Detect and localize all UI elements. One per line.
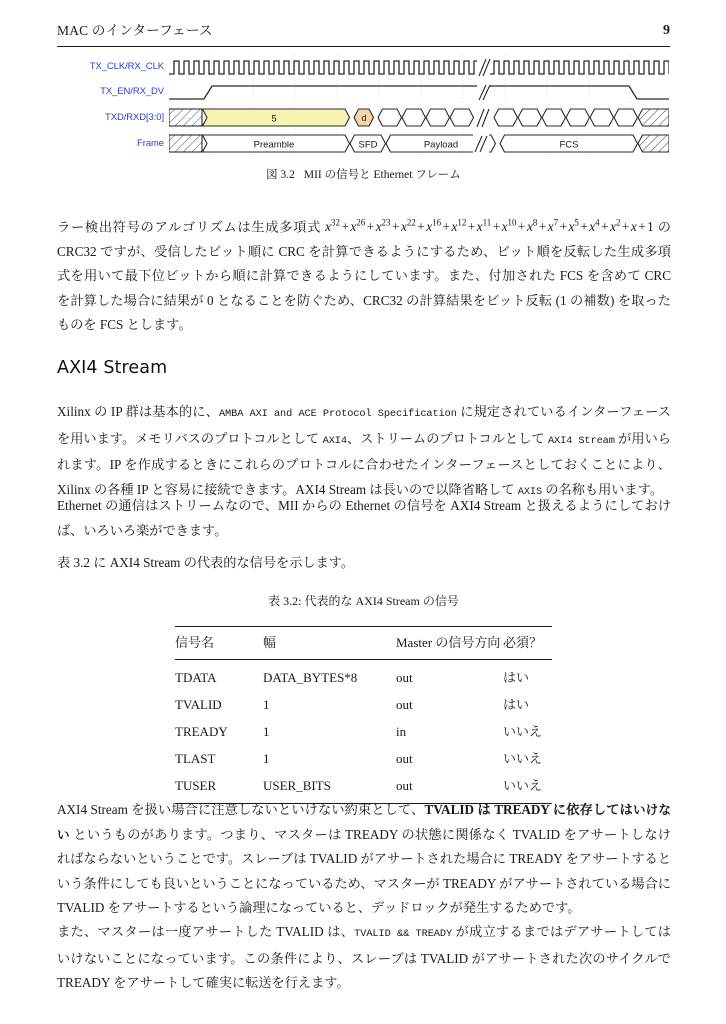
mii-timing-figure xyxy=(57,55,670,160)
cell-direction: out xyxy=(396,670,413,685)
cell-required: いいえ xyxy=(503,724,543,739)
frame-field-preamble: Preamble xyxy=(253,139,295,151)
xilinx-text-2: に規定されているインターフェースを用います。メモリバスのプロトコルとして xyxy=(57,404,671,446)
crc-lead-text: ラー検出符号のアルゴリズムは生成多項式 xyxy=(57,219,326,235)
paragraph-table-reference: 表 3.2 に AXI4 Stream の代表的な信号を示します。 xyxy=(57,555,355,570)
xilinx-text-1: Xilinx の IP 群は基本的に、 xyxy=(57,404,219,419)
spec-name-amba: AMBA AXI and ACE Protocol Specification xyxy=(218,408,457,420)
section-heading-axi4-stream: AXI4 Stream xyxy=(57,358,168,378)
waveform-row-enable xyxy=(57,80,670,104)
page-number: 9 xyxy=(663,23,670,38)
cell-width: 1 xyxy=(263,724,270,739)
waveform-label-clock: TX_CLK/RX_CLK xyxy=(89,61,164,72)
waveform-label-data: TXD/RXD[3:0] xyxy=(105,112,164,123)
page-title: MAC のインターフェース xyxy=(57,23,213,38)
protocol-axi4-stream: AXI4 Stream xyxy=(547,434,615,447)
waveform-row-clock xyxy=(57,55,670,79)
xilinx-text-5: の名称も用います。 xyxy=(542,481,664,497)
column-header-signal-name: 信号名 xyxy=(175,635,215,650)
table-row xyxy=(175,746,552,773)
cell-signal-name: TREADY xyxy=(175,724,228,739)
frame-field-payload: Payload xyxy=(423,139,459,151)
cell-signal-name: TVALID xyxy=(175,697,222,712)
paragraph-crc xyxy=(57,211,671,338)
waveform-canvas-frame xyxy=(169,132,669,156)
xilinx-text-4: が用いられます。IP を作成するときにこれらのプロトコルに合わせたインターフェースとしておくことにより、Xilinx の各種 IP と容易に接続できます。AXI4 Stream は長いので以降省略して xyxy=(57,430,671,497)
waveform-canvas-clock xyxy=(169,55,669,79)
table-row xyxy=(175,660,552,693)
cell-signal-name: TUSER xyxy=(175,778,217,793)
paragraph-deassert-rule xyxy=(57,920,671,996)
waveform-label-frame: Frame xyxy=(137,138,164,149)
cell-direction: out xyxy=(396,697,413,712)
figure-caption xyxy=(57,166,670,182)
handshake-condition: TVALID && TREADY xyxy=(354,928,453,940)
cell-signal-name: TLAST xyxy=(175,751,216,766)
waveform-sfd-nibble: d xyxy=(361,113,367,123)
cell-width: USER_BITS xyxy=(263,778,331,793)
waveform-data-value: 5 xyxy=(271,113,277,125)
cell-required: はい xyxy=(503,670,530,685)
paragraph-ethernet-stream: Ethernet の通信はストリームなので、MII からの Ethernet の信号を AXI4 Stream と扱えるようにしておけば、いろいろ楽ができます。 xyxy=(57,498,671,538)
column-header-width: 幅 xyxy=(263,635,277,650)
cell-required: はい xyxy=(503,697,530,712)
axi4-stream-signal-table xyxy=(175,626,552,804)
crc-rest-text: の CRC32 ですが、受信したビット順に CRC を計算できるようにするため、ビット順を反転した生成多項式を用いて最下位ビットから順に計算できるようにしています。また、付加された FCS を含めて CRC を計算した場合に結果が 0 となることを防ぐため、CRC32 の計算結果をビット反転 (1 の補数) を取ったものを FCS とします。 xyxy=(57,219,671,333)
cell-direction: out xyxy=(396,778,413,793)
table-caption: 表 3.2: 代表的な AXI4 Stream の信号 xyxy=(268,594,459,608)
cell-direction: out xyxy=(396,751,413,766)
column-header-direction: Master の信号方向 xyxy=(396,635,501,650)
rule-text-1: AXI4 Stream を扱い場合に注意しないといけない約束として、 xyxy=(57,802,425,817)
rule-text-2: というものがあります。つまり、マスターは TREADY の状態に関係なく TVALID をアサートしなければならないということです。スレーブは TVALID がアサートされた場合に TREADY をアサートするという条件にしても良いということになっているため、マスターが TREADY がアサートされている場合に TVALID をアサートするという論理になっていると、デッドロックが発生するためです。 xyxy=(57,826,671,915)
rule-emphasis-2: いけない xyxy=(57,802,672,842)
column-header-required: 必須？ xyxy=(503,635,543,650)
cell-width: 1 xyxy=(263,751,270,766)
deassert-text-1: また、マスターは一度アサートした TVALID は、 xyxy=(57,924,355,939)
crc-polynomial: $x^{32} + x^{26} + x^{23} + x^{22} + x^{16} + x^{12} + x^{11} + x^{10} + x^8 + x^7 + x^5 + x^4 + x^2 + x + 1$ xyxy=(325,218,654,235)
figure-caption-number: 図 3.2 xyxy=(266,169,295,181)
frame-field-sfd: SFD xyxy=(358,139,378,151)
figure-caption-text: MII の信号と Ethernet フレーム xyxy=(303,169,461,181)
cell-width: DATA_BYTES*8 xyxy=(263,670,358,685)
protocol-axi4: AXI4 xyxy=(322,434,347,447)
waveform-row-data xyxy=(57,106,670,130)
cell-direction: in xyxy=(396,724,407,739)
paragraph-tvalid-rule xyxy=(57,798,671,921)
cell-signal-name: TDATA xyxy=(175,670,217,685)
cell-required: いいえ xyxy=(503,751,543,766)
deassert-text-2: が成立するまではデアサートしてはいけないことになっています。この条件により、スレーブは TVALID がアサートされた次のサイクルで TREADY をアサートして確実に転送を行えます。 xyxy=(57,924,671,990)
waveform-row-frame xyxy=(57,132,670,156)
rule-emphasis-1: TVALID は TREADY に依存しては xyxy=(424,802,633,817)
waveform-canvas-data xyxy=(169,106,669,130)
xilinx-text-3: 、ストリームのプロトコルとして xyxy=(346,430,548,446)
waveform-label-enable: TX_EN/RX_DV xyxy=(100,86,164,97)
cell-width: 1 xyxy=(263,697,270,712)
waveform-canvas-enable xyxy=(169,80,669,104)
paragraph-xilinx-ip xyxy=(57,400,671,504)
frame-field-fcs: FCS xyxy=(559,139,579,151)
table-row xyxy=(175,692,552,719)
cell-required: いいえ xyxy=(503,778,543,793)
protocol-axis: AXIS xyxy=(517,485,543,498)
table-row xyxy=(175,719,552,746)
table-header-row xyxy=(175,627,552,660)
running-header xyxy=(57,22,670,47)
